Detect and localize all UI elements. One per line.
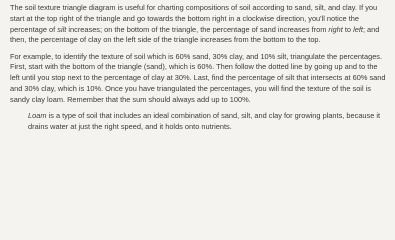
keyword-loam: Loam: [28, 111, 47, 121]
example-text: For example, to identify the texture of soil which is 60% sand, 30% clay, and 10% silt, triangulate the percentages. First, start with the bottom of the triangle (sand), which is 60%. Then follow the dotted line by going up and to the left until you stop next to the percentage of clay at 30%. Last, find the percentage of silt that intersects at 60% sand and 30% clay, which is 10%. Once you have triangulated the percentages, you will find the texture of the soil is sandy clay loam. Remember that the sum should always add up to 100%.: [10, 51, 386, 104]
paragraph-example: [10, 52, 389, 106]
intro-text-2: increases; on the bottom of the triangle, the percentage of sand increases from: [66, 24, 329, 34]
keyword-silt: silt: [57, 24, 67, 34]
keyword-left: left: [353, 24, 363, 34]
keyword-right: right: [328, 24, 343, 34]
paragraph-intro: [10, 3, 389, 46]
paragraph-loam: [10, 111, 389, 133]
intro-text-4: ; and then, the percentage of clay on the left side of the triangle increases from the bottom to the top.: [10, 24, 380, 45]
loam-text: is a type of soil that includes an ideal combination of sand, silt, and clay for growing plants, because it drains water at just the right speed, and it holds onto nutrients.: [28, 111, 381, 131]
intro-text-3: to: [342, 24, 354, 34]
intro-text-1: The soil texture triangle diagram is useful for charting compositions of soil according to sand, silt, and clay. If you start at the top right of the triangle and go towards the bottom right in a clockwise direction, you'll notice the percentage of: [10, 3, 378, 34]
